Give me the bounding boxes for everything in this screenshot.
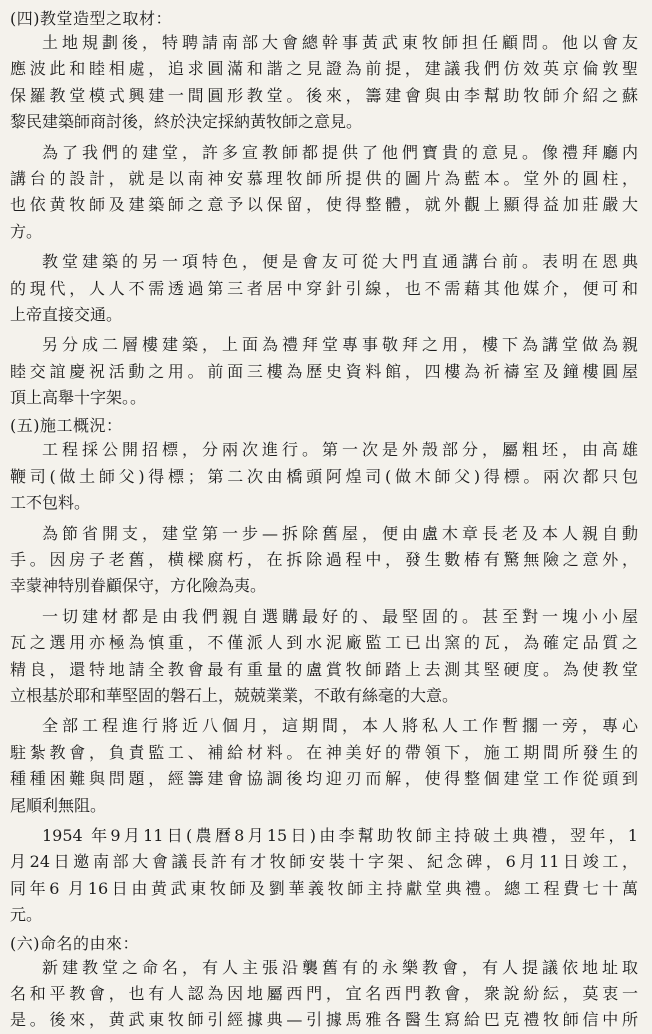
- section-heading: [10, 415, 638, 437]
- section-5: [10, 415, 638, 928]
- section-title: 教堂造型之取材：: [40, 9, 173, 28]
- text-line: 土地規劃後，特聘請南部大會總幹事黃武東牧師担任顧問。他以會友: [42, 33, 638, 52]
- text-line: 1954 年9月11日(農曆8月15日)由李幫助牧師主持破土典禮，翌年，1: [42, 825, 638, 845]
- section-heading: [10, 8, 638, 30]
- text-line: 講台的設計，就是以南神安慕理牧師所提供的圖片為藍本。堂外的圓柱，: [10, 168, 638, 188]
- paragraph: [10, 604, 638, 710]
- text-line: 的現代，人人不需透過第三者居中穿針引線，也不需藉其他媒介，便可和: [10, 278, 638, 298]
- text-line: 教堂建築的另一項特色，便是會友可從大門直通講台前。表明在恩典: [42, 252, 638, 272]
- text-line: 另分成二層樓建築，上面為禮拜堂專事敬拜之用，樓下為講堂做為親: [42, 335, 638, 355]
- text-line: 瓦之選用亦極為慎重，不僅派人到水泥廠監工已出窯的瓦，為確定品質之: [10, 633, 638, 653]
- text-line: 工不包料。: [10, 493, 91, 513]
- text-line: 為了我們的建堂，許多宣教師都提供了他們寶貴的意見。像禮拜廳内: [42, 142, 638, 162]
- section-6: [10, 933, 638, 1034]
- paragraph: [10, 521, 638, 600]
- text-line: 元。: [10, 905, 43, 925]
- text-line: 手。因房子老舊，横樑腐朽，在拆除過程中，發生數椿有驚無險之意外，: [10, 550, 638, 570]
- text-line: 鞭司(做土師父)得標；第二次由橋頭阿煌司(做木師父)得標。兩次都只包: [10, 466, 638, 486]
- paragraph: [10, 823, 638, 929]
- text-line: 保羅教堂模式興建一間圓形教堂。後來，籌建會與由李幫助牧師介紹之蘇: [10, 85, 638, 105]
- text-line: 方。: [10, 221, 43, 241]
- text-line: 為節省開支，建堂第一步—拆除舊屋，便由盧木章長老及本人親自動: [42, 523, 638, 543]
- section-heading: [10, 933, 638, 955]
- text-line: 幸蒙神特別眷顧保守，方化險為夷。: [10, 576, 267, 596]
- paragraph: [10, 955, 638, 1034]
- text-line: 月24日邀南部大會議長許有才牧師安裝十字架、紀念碑，6月11日竣工，: [10, 852, 638, 872]
- paragraph: [10, 249, 638, 328]
- section-number: (六): [10, 933, 40, 953]
- text-line: 全部工程進行將近八個月，這期間，本人將私人工作暫擱一旁，專心: [42, 716, 638, 736]
- text-line: 工程採公開招標，分兩次進行。第一次是外殼部分，屬粗坯，由高雄: [42, 440, 638, 460]
- text-line: 是。後來，黄武東牧師引經據典—引據馬雅各醫生寫給巴克禮牧師信中所: [10, 1010, 638, 1030]
- paragraph: [10, 713, 638, 819]
- section-number: (四): [10, 9, 40, 28]
- paragraph: [10, 437, 638, 516]
- paragraph: [10, 140, 638, 246]
- section-title: 命名的由來：: [40, 933, 140, 953]
- text-line: 尾順利無阻。: [10, 795, 107, 815]
- text-line: 頂上高舉十字架。。: [10, 388, 147, 408]
- text-line: 睦交誼慶祝活動之用。前面三樓為歷史資料館，四樓為祈禱室及鐘樓圓屋: [10, 361, 638, 381]
- text-line: 上帝直接交通。: [10, 304, 123, 324]
- text-line: 精良，還特地請全教會最有重量的盧賞牧師踏上去測其堅硬度。為使教堂: [10, 659, 638, 679]
- text-line: 立根基於耶和華堅固的磐石上，兢兢業業，不敢有絲毫的大意。: [10, 685, 459, 705]
- text-line: 一切建材都是由我們親自選購最好的、最堅固的。甚至對一塊小小屋: [42, 606, 638, 626]
- text-line: 駐紮教會，負責監工、補給材料。在神美好的帶領下，施工期間所發生的: [10, 742, 638, 762]
- section-4: [10, 8, 638, 411]
- text-line: 同年6 月16日由黄武東牧師及劉華義牧師主持獻堂典禮。總工程費七十萬: [10, 878, 638, 898]
- section-title: 施工概況：: [40, 416, 123, 436]
- paragraph: [10, 332, 638, 411]
- text-line: 名和平教會，也有人認為因地屬西門，宜名西門教會，衆說紛紜，莫衷一: [10, 983, 638, 1003]
- text-line: 應波此和睦相處，追求圓滿和諧之見證為前提，建議我們仿效英京倫敦聖: [10, 59, 638, 79]
- text-line: 黎民建築師商討後，終於決定採納黃牧師之意見。: [10, 112, 363, 132]
- text-line: 也依黄牧師及建築師之意予以保留，使得整體，就外觀上顯得益加莊嚴大: [10, 195, 638, 215]
- section-number: (五): [10, 416, 40, 436]
- paragraph: [10, 30, 638, 136]
- text-line: 新建教堂之命名，有人主張沿襲舊有的永樂教會，有人提議依地址取: [42, 957, 638, 977]
- text-line: 種種困難與問題，經籌建會協調後均迎刃而解，使得整個建堂工作從頭到: [10, 769, 638, 789]
